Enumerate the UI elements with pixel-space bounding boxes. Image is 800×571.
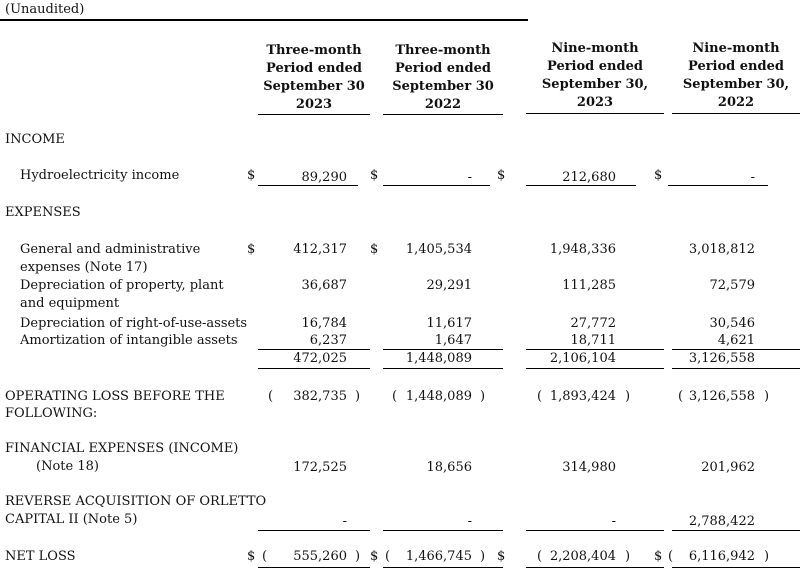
cell-value: 18,711 <box>570 333 616 348</box>
cell-value: 29,291 <box>426 278 472 293</box>
close-paren: ) <box>480 549 486 564</box>
subtotal-rule <box>258 530 370 531</box>
cell-value: 16,784 <box>301 316 347 331</box>
open-paren: ( <box>537 389 543 404</box>
net-total-rule <box>526 567 664 568</box>
close-paren: ) <box>764 549 770 564</box>
net-total-rule <box>383 567 503 568</box>
net-value: 555,260 <box>293 549 347 564</box>
close-paren: ) <box>355 389 361 404</box>
row-label: (Note 18) <box>36 459 99 474</box>
cell-value: 89,290 <box>301 170 347 185</box>
row-label: FINANCIAL EXPENSES (INCOME) <box>5 441 239 456</box>
cell-value: 72,579 <box>709 278 755 293</box>
row-label: Amortization of intangible assets <box>20 333 238 348</box>
dollar-sign: $ <box>654 549 663 564</box>
cell-value: 1,893,424 <box>549 389 616 404</box>
subtotal-rule <box>383 185 490 186</box>
open-paren: ( <box>678 389 684 404</box>
subtotal-rule <box>672 530 800 531</box>
row-label: CAPITAL II (Note 5) <box>5 512 138 527</box>
cell-value: 3,018,812 <box>688 242 755 257</box>
total-value: 472,025 <box>293 351 347 366</box>
total-rule <box>526 368 664 369</box>
col-header-rule <box>383 114 503 115</box>
open-paren: ( <box>537 549 543 564</box>
col-header-9m-2023: Nine-month Period ended September 30, 2023 <box>541 41 649 110</box>
col-header-q3-2023: Three-month Period ended September 30 2023 <box>263 43 365 112</box>
close-paren: ) <box>355 549 361 564</box>
cell-value: - <box>750 170 755 185</box>
close-paren: ) <box>625 389 631 404</box>
dollar-sign: $ <box>247 168 256 183</box>
dollar-sign: $ <box>497 549 506 564</box>
cell-value: 30,546 <box>709 316 755 331</box>
net-value: 2,208,404 <box>549 549 616 564</box>
cell-value: 201,962 <box>701 460 755 475</box>
row-label: Depreciation of property, plant <box>20 278 224 293</box>
subtotal-rule <box>668 185 768 186</box>
dollar-sign: $ <box>370 549 379 564</box>
net-total-rule <box>672 567 800 568</box>
title-rule <box>0 19 528 21</box>
open-paren: ( <box>385 549 391 564</box>
row-label: OPERATING LOSS BEFORE THE <box>5 389 225 404</box>
row-label: REVERSE ACQUISITION OF ORLETTO <box>5 494 267 509</box>
cell-value: - <box>342 514 347 529</box>
total-rule <box>383 368 503 369</box>
total-value: 3,126,558 <box>688 351 755 366</box>
subtotal-rule <box>258 185 358 186</box>
cell-value: 27,772 <box>570 316 616 331</box>
cell-value: 382,735 <box>293 389 347 404</box>
col-header-rule <box>526 113 664 114</box>
col-header-9m-2022: Nine-month Period ended September 30, 2022 <box>682 41 790 110</box>
cell-value: 1,405,534 <box>405 242 472 257</box>
cell-value: 1,448,089 <box>405 389 472 404</box>
dollar-sign: $ <box>247 549 256 564</box>
row-label: FOLLOWING: <box>5 406 98 421</box>
row-label: Depreciation of right-of-use-assets <box>20 316 248 331</box>
total-rule <box>258 368 370 369</box>
cell-value: - <box>467 514 472 529</box>
open-paren: ( <box>392 389 398 404</box>
subtotal-rule <box>672 349 800 350</box>
open-paren: ( <box>262 549 268 564</box>
cell-value: 111,285 <box>562 278 616 293</box>
dollar-sign: $ <box>497 168 506 183</box>
cell-value: 6,237 <box>309 333 347 348</box>
total-value: 2,106,104 <box>549 351 616 366</box>
dollar-sign: $ <box>370 168 379 183</box>
statement-note: (Unaudited) <box>5 2 85 17</box>
row-label-net-loss: NET LOSS <box>5 549 76 564</box>
cell-value: 314,980 <box>562 460 616 475</box>
cell-value: 1,647 <box>434 333 472 348</box>
dollar-sign: $ <box>247 242 256 257</box>
cell-value: 18,656 <box>426 460 472 475</box>
row-label: General and administrative <box>20 242 201 257</box>
subtotal-rule <box>383 349 503 350</box>
total-rule <box>672 368 800 369</box>
subtotal-rule <box>258 349 370 350</box>
row-label: and equipment <box>20 296 120 311</box>
cell-value: 3,126,558 <box>688 389 755 404</box>
cell-value: - <box>611 514 616 529</box>
section-income: INCOME <box>5 132 65 147</box>
close-paren: ) <box>625 549 631 564</box>
cell-value: 2,788,422 <box>688 514 755 529</box>
cell-value: 212,680 <box>562 170 616 185</box>
open-paren: ( <box>268 389 274 404</box>
total-value: 1,448,089 <box>405 351 472 366</box>
col-header-q3-2022: Three-month Period ended September 30 2022 <box>392 43 494 112</box>
subtotal-rule <box>526 530 664 531</box>
close-paren: ) <box>764 389 770 404</box>
col-header-rule <box>672 113 800 114</box>
dollar-sign: $ <box>654 168 663 183</box>
section-expenses: EXPENSES <box>5 205 81 220</box>
cell-value: 172,525 <box>293 460 347 475</box>
cell-value: 412,317 <box>293 242 347 257</box>
cell-value: 11,617 <box>426 316 472 331</box>
row-label: Hydroelectricity income <box>20 168 180 183</box>
net-value: 1,466,745 <box>405 549 472 564</box>
cell-value: 4,621 <box>717 333 755 348</box>
dollar-sign: $ <box>370 242 379 257</box>
subtotal-rule <box>526 349 664 350</box>
cell-value: - <box>467 170 472 185</box>
subtotal-rule <box>383 530 503 531</box>
close-paren: ) <box>480 389 486 404</box>
col-header-rule <box>258 114 370 115</box>
subtotal-rule <box>526 185 636 186</box>
net-total-rule <box>258 567 370 568</box>
cell-value: 36,687 <box>301 278 347 293</box>
open-paren: ( <box>668 549 674 564</box>
cell-value: 1,948,336 <box>549 242 616 257</box>
net-value: 6,116,942 <box>688 549 755 564</box>
row-label: expenses (Note 17) <box>20 260 148 275</box>
